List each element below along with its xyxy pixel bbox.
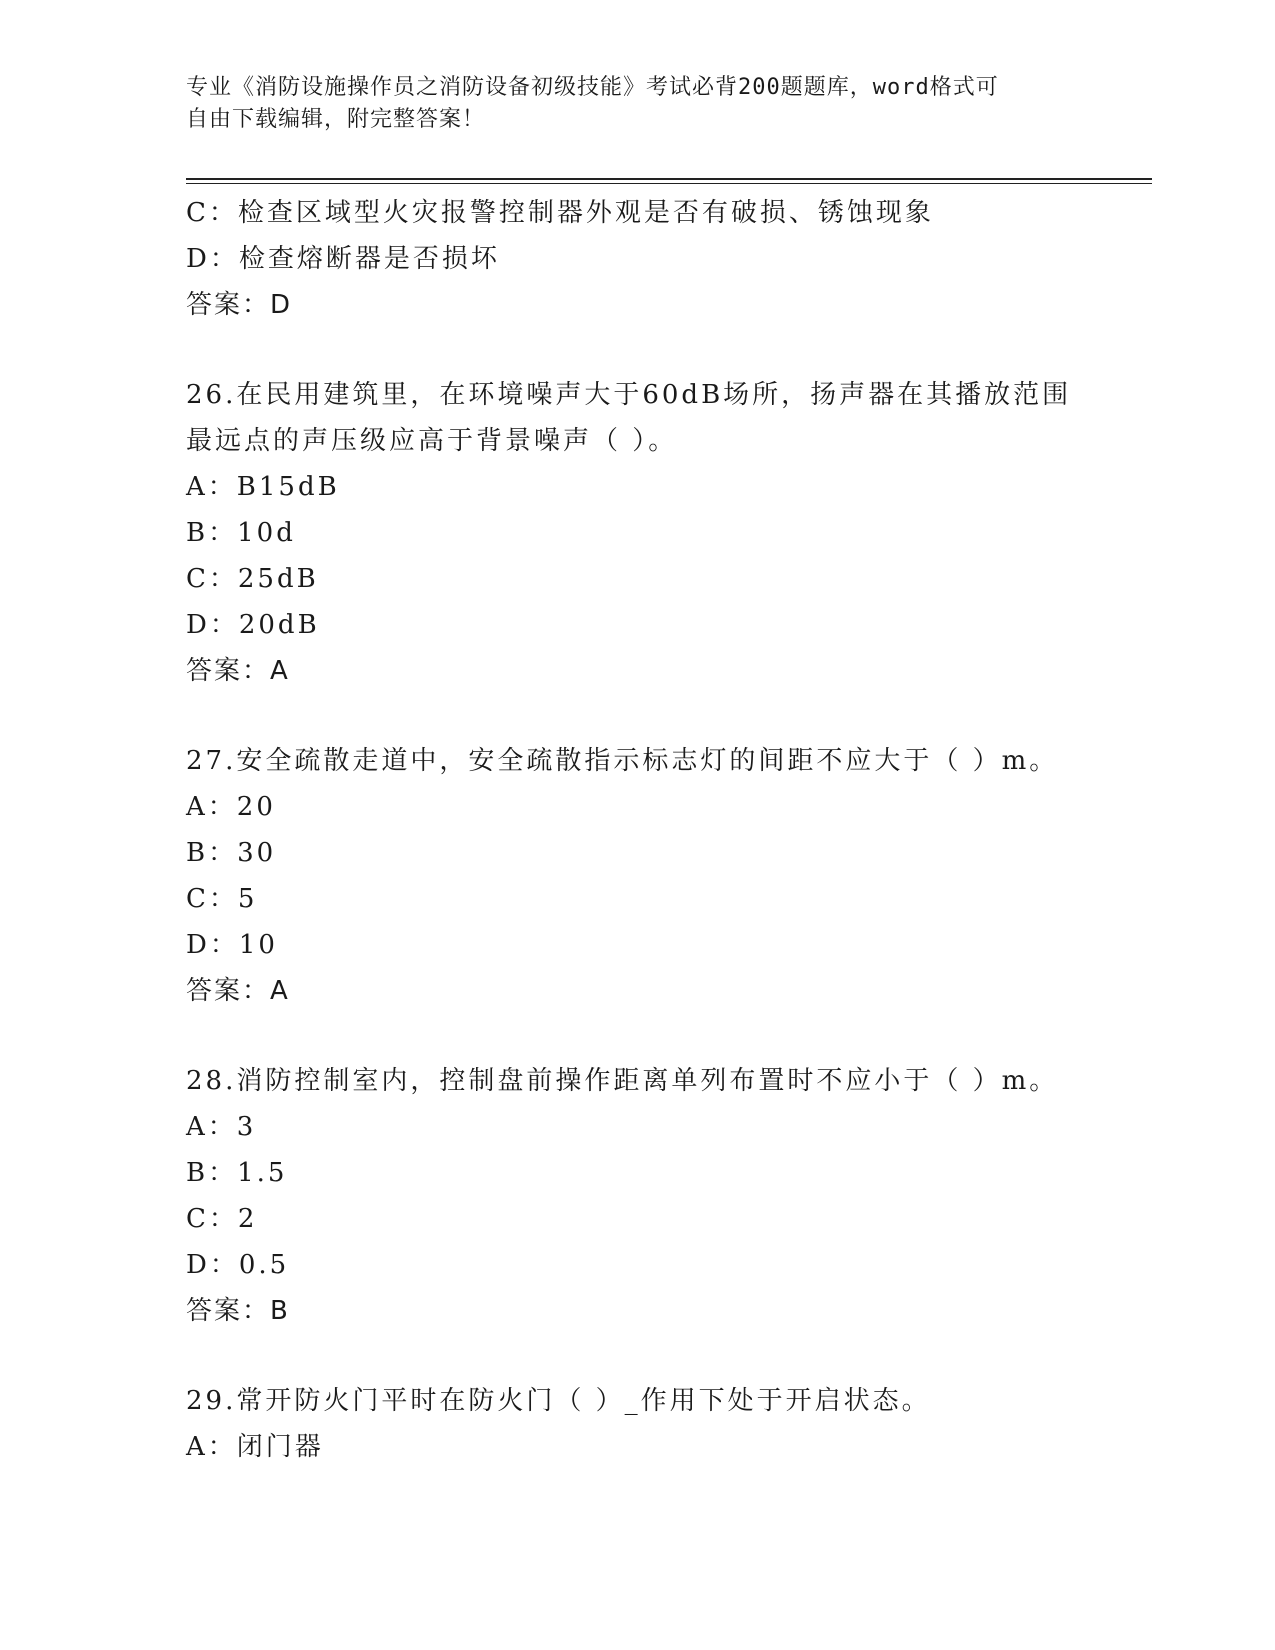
answer: 答案：B <box>186 1296 290 1326</box>
option-b: B：1.5 <box>186 1158 288 1188</box>
question-28 <box>186 1058 1086 1334</box>
option-c: C：5 <box>186 884 258 914</box>
option-a: A：3 <box>186 1112 257 1142</box>
answer: 答案：A <box>186 976 290 1006</box>
option-a: A：B15dB <box>186 472 340 502</box>
answer: 答案：D <box>186 290 293 320</box>
question-27 <box>186 738 1086 1014</box>
option-b: B：30 <box>186 838 277 868</box>
option-c: C：25dB <box>186 564 319 594</box>
option-d: D：20dB <box>186 610 320 640</box>
question-29 <box>186 1378 1086 1470</box>
question-stem: 27.安全疏散走道中，安全疏散指示标志灯的间距不应大于（ ）m。 <box>186 746 1059 776</box>
option-c: C：2 <box>186 1204 258 1234</box>
header-divider-thin <box>186 183 1152 184</box>
document-header <box>186 72 1066 136</box>
question-26 <box>186 372 1086 694</box>
question-25-continuation <box>186 190 1086 328</box>
header-divider-thick <box>186 178 1152 180</box>
option-a: A：闭门器 <box>186 1432 324 1462</box>
option-b: B：10d <box>186 518 296 548</box>
question-stem: 28.消防控制室内，控制盘前操作距离单列布置时不应小于（ ）m。 <box>186 1066 1059 1096</box>
option-d: D：10 <box>186 930 278 960</box>
answer: 答案：A <box>186 656 290 686</box>
question-stem-cont: 最远点的声压级应高于背景噪声（ ）。 <box>186 426 678 456</box>
question-stem: 29.常开防火门平时在防火门（ ）_作用下处于开启状态。 <box>186 1386 931 1416</box>
option-a: A：20 <box>186 792 276 822</box>
question-list <box>186 190 1086 1470</box>
option-d: D：检查熔断器是否损坏 <box>186 244 500 274</box>
option-d: D：0.5 <box>186 1250 290 1280</box>
header-line-2: 自由下载编辑，附完整答案！ <box>186 107 486 132</box>
question-stem: 26.在民用建筑里，在环境噪声大于60dB场所，扬声器在其播放范围 <box>186 380 1072 410</box>
header-line-1: 专业《消防设施操作员之消防设备初级技能》考试必背200题题库，word格式可 <box>186 75 999 100</box>
option-c: C：检查区域型火灾报警控制器外观是否有破损、锈蚀现象 <box>186 198 934 228</box>
